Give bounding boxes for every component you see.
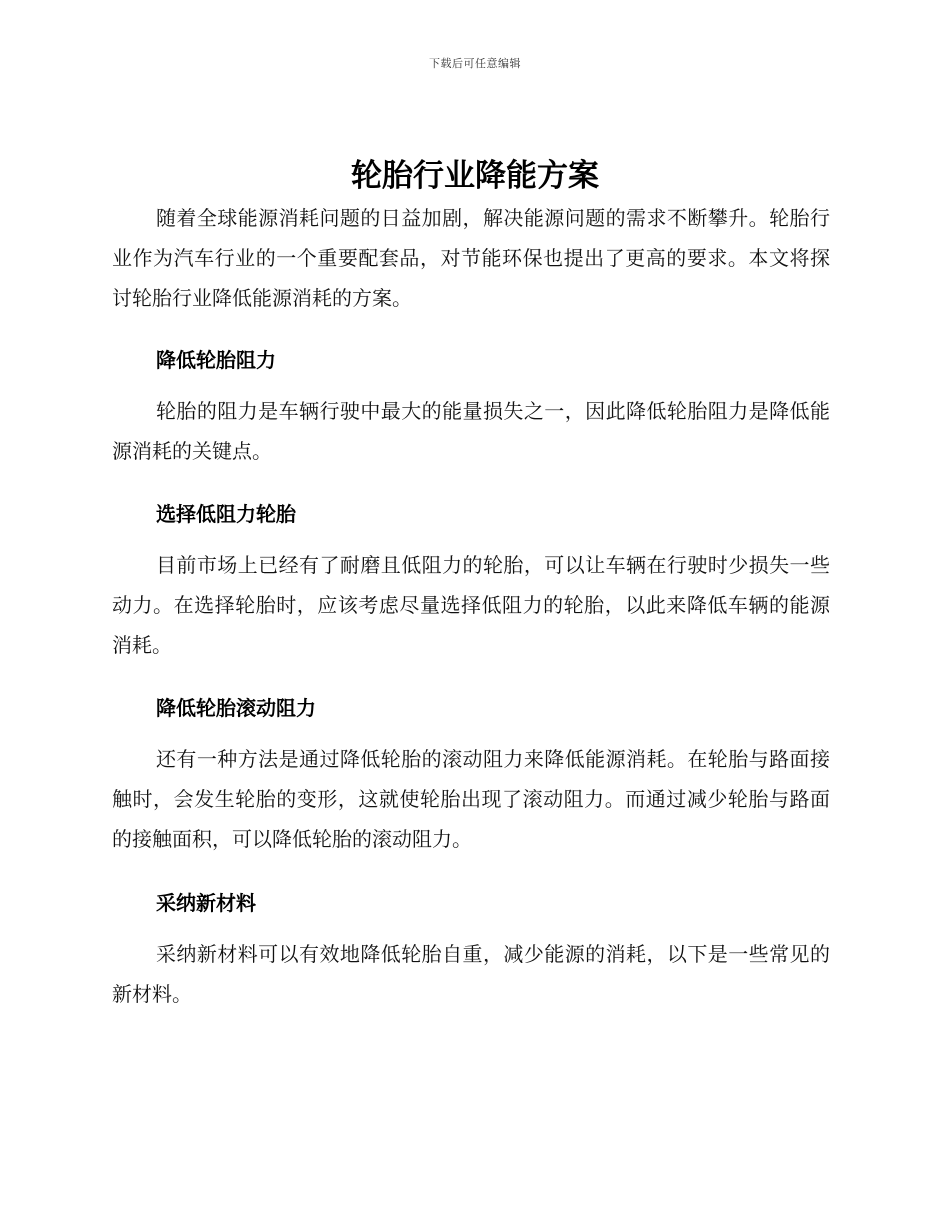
section-paragraph-new-materials: 采纳新材料可以有效地降低轮胎自重，减少能源的消耗，以下是一些常见的新材料。 (112, 942, 830, 1006)
section-paragraph-rolling-resistance: 还有一种方法是通过降低轮胎的滚动阻力来降低能源消耗。在轮胎与路面接触时，会发生轮胎的变形，这就使轮胎出现了滚动阻力。而通过减少轮胎与路面的接触面积，可以降低轮胎的滚动阻力。 (112, 747, 830, 851)
section-heading-rolling-resistance: 降低轮胎滚动阻力 (156, 696, 316, 720)
section-heading-low-resistance-tires: 选择低阻力轮胎 (156, 502, 296, 526)
section-heading-reduce-resistance: 降低轮胎阻力 (156, 348, 276, 372)
section-paragraph-reduce-resistance: 轮胎的阻力是车辆行驶中最大的能量损失之一，因此降低轮胎阻力是降低能源消耗的关键点。 (112, 399, 830, 463)
section-paragraph-low-resistance-tires: 目前市场上已经有了耐磨且低阻力的轮胎，可以让车辆在行驶时少损失一些动力。在选择轮胎时，应该考虑尽量选择低阻力的轮胎，以此来降低车辆的能源消耗。 (112, 553, 830, 657)
section-heading-new-materials: 采纳新材料 (156, 891, 256, 915)
intro-paragraph: 随着全球能源消耗问题的日益加剧，解决能源问题的需求不断攀升。轮胎行业作为汽车行业的一个重要配套品，对节能环保也提出了更高的要求。本文将探讨轮胎行业降低能源消耗的方案。 (112, 206, 830, 310)
header-note: 下载后可任意编辑 (429, 57, 521, 70)
document-title: 轮胎行业降能方案 (351, 158, 599, 194)
